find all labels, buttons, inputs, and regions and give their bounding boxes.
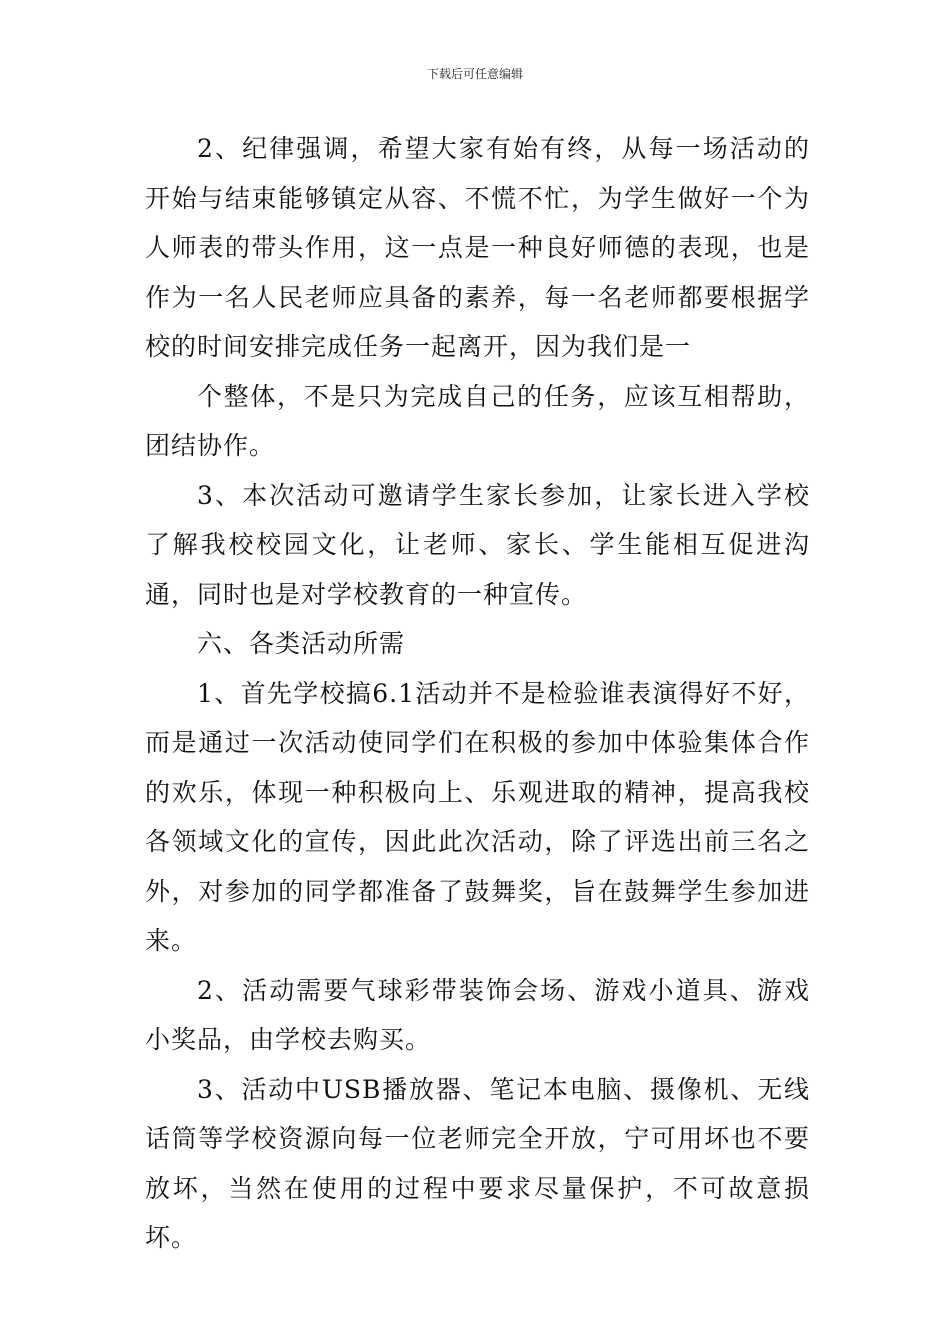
page-header: 下载后可任意编辑 [426,67,523,81]
paragraph-equipment: 3、活动中USB播放器、笔记本电脑、摄像机、无线话筒等学校资源向每一位老师完全开放，宁可用坏也不要放坏，当然在使用的过程中要求尽量保护，不可故意损坏。 [145,1074,810,1252]
paragraph-teamwork: 个整体，不是只为完成自己的任务，应该互相帮助，团结协作。 [145,381,810,460]
document-body [145,124,810,1263]
section-heading-needs: 六、各类活动所需 [197,629,406,658]
paragraph-discipline: 2、纪律强调，希望大家有始有终，从每一场活动的开始与结束能够镇定从容、不慌不忙，为学生做好一个为人师表的带头作用，这一点是一种良好师德的表现，也是作为一名人民老师应具备的素养，每一名老师都要根据学校的时间安排完成任务一起离开，因为我们是一 [145,134,810,361]
paragraph-parents: 3、本次活动可邀请学生家长参加，让家长进入学校了解我校校园文化，让老师、家长、学生能相互促进沟通，同时也是对学校教育的一种宣传。 [145,480,810,609]
paragraph-supplies: 2、活动需要气球彩带装饰会场、游戏小道具、游戏小奖品，由学校去购买。 [145,975,810,1054]
paragraph-purpose: 1、首先学校搞6.1活动并不是检验谁表演得好不好，而是通过一次活动使同学们在积极的参加中体验集体合作的欢乐，体现一种积极向上、乐观进取的精神，提高我校各领域文化的宣传，因此此次活动，除了评选出前三名之外，对参加的同学都准备了鼓舞奖，旨在鼓舞学生参加进来。 [145,678,810,955]
